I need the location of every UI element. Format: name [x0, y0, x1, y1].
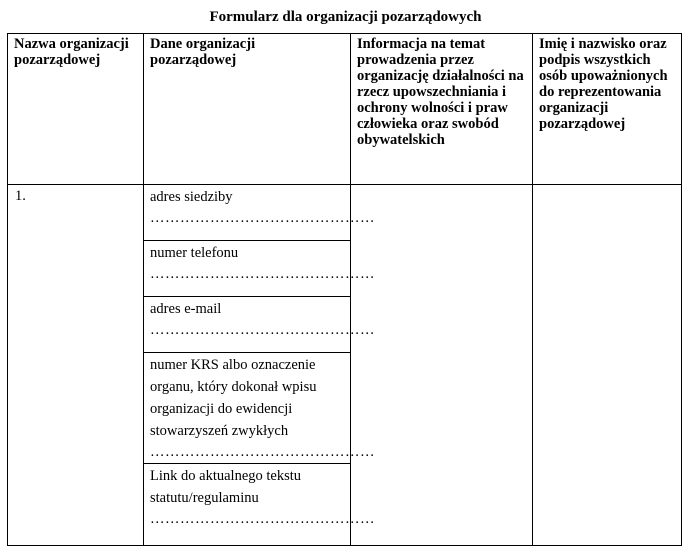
row-number: 1. [15, 188, 26, 204]
header-organization-name [8, 34, 144, 185]
row-number-cell[interactable] [8, 185, 144, 546]
header-activity-info-label: Informacja na temat prowadzenia przez organizację działalności na rzecz upowszechniania i ochrony wolności i praw człowieka oraz swobód obywatelskich [357, 36, 524, 148]
field-krs-fill-line[interactable]: ……………………………………… [150, 443, 375, 460]
header-activity-info [351, 34, 533, 185]
field-phone-fill-line[interactable]: ……………………………………… [150, 265, 375, 282]
field-krs[interactable] [144, 352, 375, 463]
organization-data-cell [144, 185, 375, 546]
form-title: Formularz dla organizacji pozarządowych [209, 9, 482, 25]
header-representatives [533, 34, 682, 185]
field-email[interactable] [144, 296, 375, 352]
field-row-statute-link [144, 463, 350, 545]
table-row [8, 185, 682, 546]
field-row-address [144, 185, 350, 240]
field-statute-link[interactable] [144, 463, 375, 545]
organization-data-fields [144, 185, 375, 545]
activity-info-cell[interactable] [351, 185, 533, 546]
representatives-signature-cell[interactable] [533, 185, 682, 546]
field-address-label: adres siedziby [150, 189, 233, 205]
ngo-form-table [7, 33, 682, 546]
field-krs-label: numer KRS albo oznaczenie organu, który dokonał wpisu organizacji do ewidencji stowarzyszeń zwykłych [150, 356, 317, 439]
field-statute-link-fill-line[interactable]: ……………………………………… [150, 510, 375, 527]
field-phone[interactable] [144, 240, 375, 296]
field-address[interactable] [144, 185, 375, 240]
field-email-fill-line[interactable]: ……………………………………… [150, 321, 375, 338]
field-row-phone [144, 240, 350, 296]
header-organization-data [144, 34, 351, 185]
field-row-krs [144, 352, 350, 463]
field-address-fill-line[interactable]: ……………………………………… [150, 210, 375, 226]
field-statute-link-label: Link do aktualnego tekstu statutu/regulaminu [150, 467, 302, 506]
header-organization-data-label: Dane organizacji pozarządowej [150, 36, 256, 68]
field-phone-label: numer telefonu [150, 244, 239, 261]
header-representatives-label: Imię i nazwisko oraz podpis wszystkich osób upoważnionych do reprezentowania organizacji pozarządowej [539, 36, 668, 132]
header-organization-name-label: Nazwa organizacji pozarządowej [14, 36, 129, 68]
header-row [8, 34, 682, 185]
field-email-label: adres e-mail [150, 300, 222, 317]
field-row-email [144, 296, 350, 352]
